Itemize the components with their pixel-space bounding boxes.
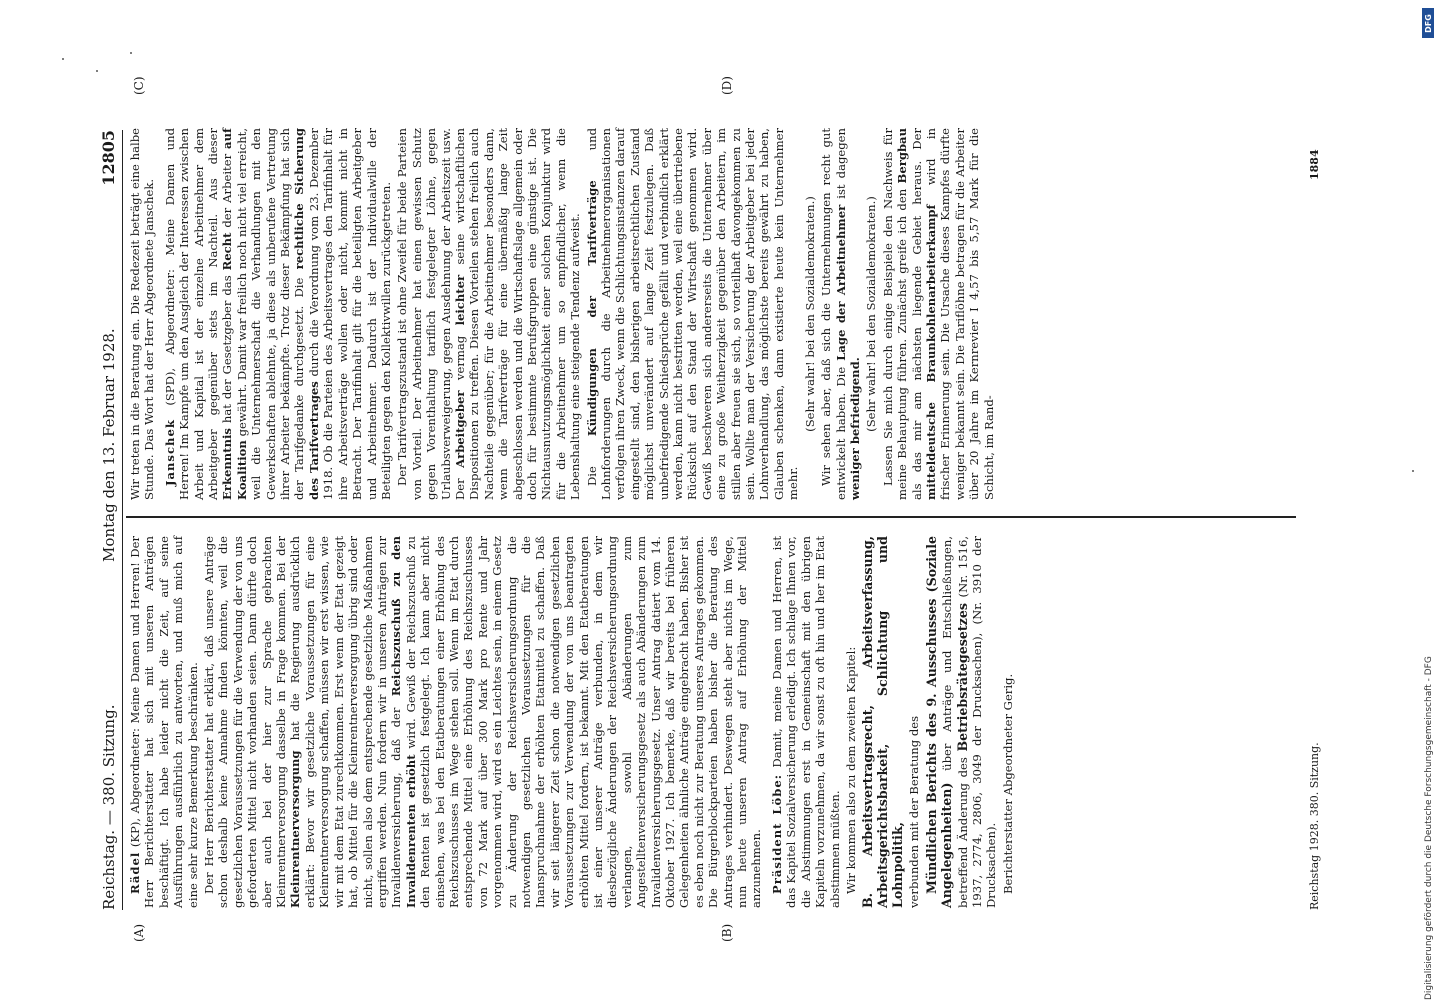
emphasis: rechtliche Sicherung des Tarifvertrages bbox=[292, 128, 321, 500]
emphasis: Erkenntnis bbox=[220, 428, 235, 500]
paragraph-text: hat der Gesetzgeber das bbox=[220, 275, 235, 424]
paragraph-text: Der Herr Berichterstatter hat erklärt, daß unsere Anträge schon deshalb keine Annahme finden könnten, weil die gesetzlichen Voraussetzungen für die Verwendung der von uns geforderten Mittel nicht vorhanden seien. Dann dürfte doch aber auch bei der hier zur Sprache gebrachten Kleinrentnerversorgung dasselbe in Frage kommen. Bei der bbox=[202, 536, 289, 908]
paragraph bbox=[881, 128, 996, 500]
emphasis: mitteldeutsche Braunkohlenarbeiterkampf bbox=[923, 204, 938, 500]
agenda-label: B. bbox=[860, 892, 876, 908]
dfg-logo-text: DFG bbox=[1423, 13, 1433, 33]
emphasis: Recht bbox=[220, 232, 235, 271]
paragraph-text: Der Tarifvertragszustand ist ohne Zweifel für beide Parteien von Vorteil. Der Arbeitnehmer hat einen gewissen Schutz gegen Vorenthaltung tariflich festgelegter Löhne, gegen Urlaubsverweigerung, gegen Ausdehnung der Arbeitszeit usw. Der bbox=[395, 128, 467, 500]
footer-signature-number: 1884 bbox=[1308, 149, 1321, 180]
header-left: Reichstag. — 380. Sitzung. bbox=[100, 704, 118, 910]
paragraph bbox=[395, 128, 582, 500]
paragraph-text: Damit, meine Damen und Herren, ist das Kapitel Sozialversicherung erledigt. Ich schlage Ihnen vor, die Abstimmungen erst in Gemeinschaft mit den übrigen Kapiteln vorzunehmen, da wir sonst zu oft hin und her im Etat abstimmen müßten. bbox=[769, 536, 842, 908]
paragraph bbox=[924, 536, 999, 908]
paragraph bbox=[202, 536, 764, 908]
paragraph-text: (Nr. 1516, 1937, 2774, 2806, 3049 der Drucksachen), (Nr. 3910 der Drucksachen). bbox=[955, 535, 999, 908]
paragraph-text: Lassen Sie mich durch einige Beispiele den Nachweis für meine Behauptung führen. Zunächst greife ich den bbox=[880, 128, 910, 500]
column-divider bbox=[126, 517, 1296, 519]
paragraph bbox=[128, 128, 157, 500]
emphasis: Lage der Arbeitnehmer bbox=[833, 204, 848, 361]
emphasis: Mündlichen Berichts des 9. Ausschusses (Soziale Angelegenheiten) bbox=[923, 536, 955, 908]
paragraph-text: als das mir am nächsten liegende Gebiet heraus. Der bbox=[909, 128, 924, 500]
page-header bbox=[88, 130, 123, 910]
header-date: Montag den 13. Februar 1928. bbox=[100, 328, 118, 562]
paragraph-text: Wir sehen aber, daß sich die Unternehmungen recht gut entwickelt haben. Die bbox=[819, 128, 848, 500]
paragraph-text: wird. Gewiß der Reichszuschuß zu den Renten ist gesetzlich festgelegt. Ich kann aber nicht einsehen, was bei den Etatberatungen einer Erhöhung des Reichszuschusses im Wege stehen soll. Wenn im Etat durch entsprechende Mittel eine Erhöhung des Reichszuschusses von 72 Mark auf über 300 Mark pro Rente und Jahr vorgenommen wird, wird es ein Leichtes sein, in einem Gesetz zu Änderung der Reichsversicherungsordnung die notwendigen gesetzlichen Voraussetzungen für die Inanspruchnahme der erhöhten Etatmittel zu schaffen. Daß wir seit längerer Zeit schon die notwendigen gesetzlichen Voraussetzungen zur Verwendung der von uns beantragten erhöhten Mittel fordern, ist bekannt. Mit den Etatberatungen ist einer unserer Anträge verbunden, in dem wir diesbezügliche Änderungen der Reichsversicherungsordnung verlangen, sowohl Abänderungen zum Angestelltenversicherungsgesetz als auch Abänderungen zum Invalidenversicherungsgesetz. Unser Antrag datiert vom 14. Oktober 1927. Ich bemerke, daß wir bereits bei früheren Gelegenheiten ähnliche Anträge eingebracht haben. Bisher ist es eben noch nicht zur Beratung unseres Antrages gekommen. Die Bürgerblockparteien haben bisher die Beratung des Antrages verhindert. Deswegen steht aber nichts im Wege, nun heute unseren Antrag auf Erhöhung der Mittel anzunehmen. bbox=[403, 535, 764, 908]
paragraph-text: durch die Verordnung vom 23. Dezember 1918. Ob die Parteien des Arbeitsvertrages den Tarifinhalt für ihre Arbeitsverträge wollen oder nicht, kommt nicht in Betracht. Der Tarifinhalt gilt für die beteiligten Arbeitgeber und Arbeitnehmer. Dadurch ist der Individualwille der Beteiligten gegen den Kollektivwillen zurückgetreten. bbox=[306, 128, 393, 500]
agenda-item bbox=[860, 536, 905, 908]
speaker-name: Janschek bbox=[162, 419, 177, 486]
digitization-note bbox=[1422, 10, 1434, 1000]
paragraph bbox=[907, 536, 921, 908]
emphasis: weniger befriedigend. bbox=[847, 357, 862, 500]
paragraph bbox=[844, 536, 858, 908]
scan-speck bbox=[96, 70, 98, 72]
paragraph bbox=[819, 128, 862, 500]
emphasis: auf Koalition bbox=[220, 128, 249, 500]
page-number: 12805 bbox=[99, 130, 118, 186]
paragraph-text: hat die Regierung ausdrücklich erklärt: Bevor wir gesetzliche Voraussetzungen für eine Kleinrentnerversorgung schaffen, müssen wir erst wissen, wie wir mit dem Etat zurechtkommen. Erst wenn der Etat gezeigt hat, ob Mittel für die Kleinrentnerversorgung übrig sind oder nicht, sollen also dem entsprechende gesetzliche Maßnahmen ergriffen werden. Nun fordern wir in unseren Anträgen zur Invalidenversicherung, daß der bbox=[288, 535, 404, 908]
speaker-name: Rädel bbox=[128, 851, 142, 894]
paragraph-text: Wir kommen also zu dem zweiten Kapitel: bbox=[843, 646, 858, 894]
paragraph bbox=[770, 536, 842, 908]
paragraph-text: Die bbox=[584, 466, 599, 486]
paragraph bbox=[585, 128, 801, 500]
paragraph-text: seine wirtschaftlichen Dispositionen zu treffen. Diesen Vorteilen stehen freilich auch Nachteile gegenüber; für die Arbeitnehmer besonders dann, wenn die Tarifverträge für eine übermäßig lange Zeit abgeschlossen werden und die Wirtschaftslage allgemein oder doch für bestimmte Berufsgruppen eine günstige ist. Die Nichtausnutzungsmöglichkeit einer solchen Konjunktur wird für die Arbeitnehmer um so empfindlicher, wenn die Lebenshaltung eine steigende Tendenz aufweist. bbox=[452, 127, 583, 500]
paragraph-text: vermag bbox=[452, 335, 467, 381]
emphasis: Kündigungen der Tarifverträge bbox=[584, 180, 599, 437]
paragraph bbox=[1001, 536, 1015, 908]
interjection: (Sehr wahr! bei den Sozialdemokraten.) bbox=[864, 196, 879, 432]
paragraph-text: Berichterstatter Abgeordneter Gerig. bbox=[1000, 673, 1015, 894]
paragraph-text: über Anträge und Entschließungen, betreffend Änderung des bbox=[940, 536, 970, 908]
paragraph-text: der Arbeiter bbox=[220, 153, 235, 228]
emphasis: Betriebsrätegesetzes bbox=[954, 603, 970, 752]
paragraph-text: wird in frischer Erinnerung sein. Die Ursache dieses Kampfes dürfte weniger bekannt sein. Die Tariflöhne betragen für die Arbeiter über 20 Jahre im Kernrevier I 4,57 bis 5,57 Mark für die Schicht, im Rand- bbox=[923, 128, 996, 500]
paragraph-text: ist dagegen bbox=[833, 127, 848, 199]
paragraph-text: Wir treten in die Beratung ein. Die Redezeit beträgt eine halbe Stunde. Das Wort hat der Herr Abgeordnete Janschek. bbox=[128, 128, 157, 500]
speaker-name: Präsident Löbe: bbox=[769, 774, 784, 894]
paragraph-text: gewährt. Damit war freilich noch nicht viel erreicht, weil die Unternehmerschaft die Verhandlungen mit den Gewerkschaften ablehnte, ja diese als unberufene Vertretung ihrer Arbeiter bekämpfte. Trotz dieser Bekämpfung hat sich der Tarifgedanke durchgesetzt. Die bbox=[234, 127, 307, 500]
left-column bbox=[128, 536, 1017, 908]
digitization-note-text: Digitalisierung gefördert durch die Deutsche Forschungsgemeinschaft - DFG bbox=[1424, 656, 1434, 1000]
dfg-logo bbox=[1422, 8, 1434, 38]
scan-speck bbox=[130, 52, 132, 54]
interjection: (Sehr wahr! bei den Sozialdemokraten.) bbox=[802, 196, 817, 432]
paragraph bbox=[163, 128, 394, 500]
paragraph bbox=[128, 536, 200, 908]
margin-mark-a: (A) bbox=[132, 923, 146, 942]
emphasis: Kleinrentnerversorgung bbox=[288, 750, 303, 908]
margin-mark-d: (D) bbox=[720, 76, 734, 95]
paragraph-text: verbunden mit der Beratung des bbox=[907, 715, 922, 908]
paragraph-text: und Lohnforderungen durch die Arbeitnehmerorganisationen verfolgen ihren Zweck, wenn die Schlichtungsinstanzen darauf eingestellt sind, den bisherigen arbeitsrechtlichen Zustand möglichst unverändert auf lange Zeit festzulegen. Daß unbefriedigende Schiedsprüche gefällt und verbindlich erklärt werden, kann nicht bestritten werden, weil eine übertriebene Rücksicht auf den Stand der Wirtschaft genommen wird. Gewiß beschweren sich andererseits die Unternehmer über eine zu große Weitherzigkeit gegenüber den Arbeitern, im stillen aber freuen sie sich, so vorteilhaft davongekommen zu sein. Wollte man der Versicherung der Arbeitgeber bei jeder Lohnverhandlung, das möglichste bereits gewährt zu haben, Glauben schenken, dann existierte heute kein Unternehmer mehr. bbox=[584, 128, 801, 500]
scan-speck bbox=[62, 58, 64, 60]
right-column bbox=[128, 128, 998, 500]
paragraph-text: (SPD), Abgeordneter: Meine Damen und Herren! Im Kampfe um den Ausgleich der Interessen zwischen Arbeit und Kapital ist der einzelne Arbeitnehmer dem Arbeitgeber gegenüber stets im Nachteil. Aus dieser bbox=[162, 127, 221, 500]
emphasis: Arbeitgeber bbox=[452, 390, 467, 468]
emphasis: Bergbau bbox=[895, 127, 910, 184]
emphasis: leichter bbox=[452, 274, 467, 326]
paragraph-text: (KP), Abgeordneter: Meine Damen und Herren! Der Herr Berichterstatter hat sich mit unseren Anträgen beschäftigt. Ich habe leider nicht die Zeit, auf seine Ausführungen ausführlich zu antworten, und muß mich auf eine sehr kurze Bemerkung beschränken. bbox=[128, 536, 200, 908]
footer-left: Reichstag 1928. 380. Sitzung. bbox=[1308, 742, 1321, 910]
margin-mark-b: (B) bbox=[720, 923, 734, 942]
margin-mark-c: (C) bbox=[132, 76, 146, 95]
scan-speck bbox=[1412, 470, 1414, 472]
emphasis: Reichszuschuß zu den Invalidenrenten erhöht bbox=[389, 536, 418, 908]
agenda-title: Arbeitsvertragsrecht, Arbeitsverfassung, Arbeitsgerichtsbarkeit, Schlichtung und Lohnpolitik, bbox=[860, 535, 906, 908]
